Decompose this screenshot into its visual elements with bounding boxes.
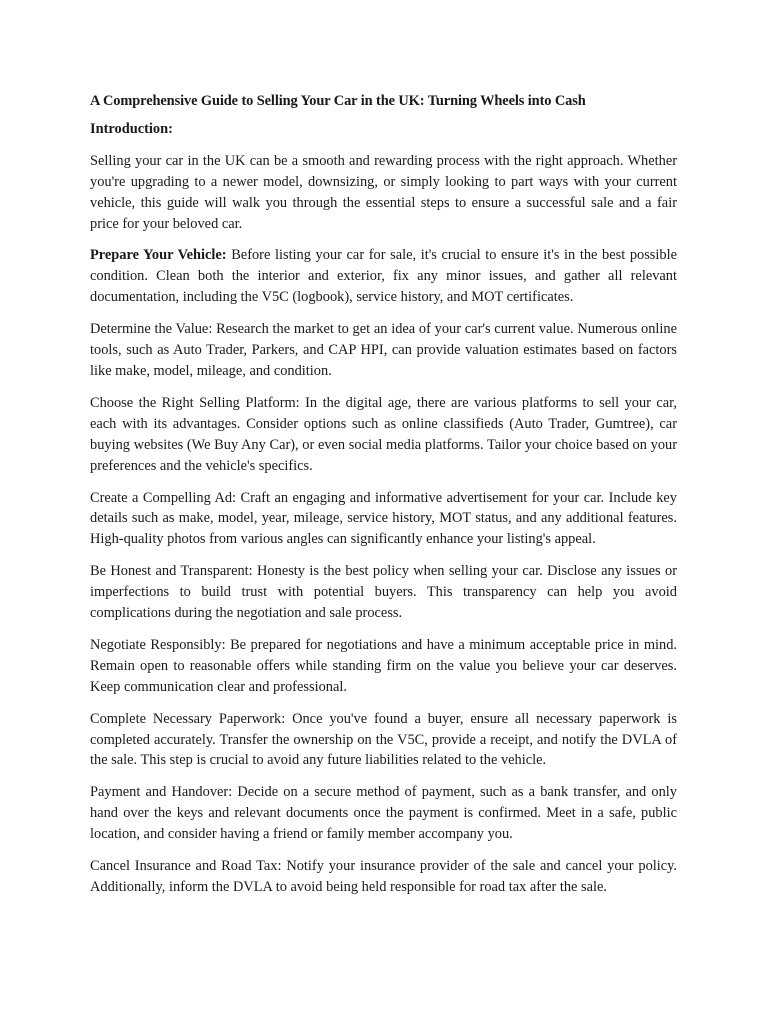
section-honest-transparent xyxy=(90,561,677,624)
intro-heading: Introduction: xyxy=(90,120,173,137)
section-text: Determine the Value: Research the market to get an idea of your car's current value. Numerous online tools, such as Auto Trader, Parkers, and CAP HPI, can provide valuation estimates based on factors like make, model, mileage, and condition. xyxy=(90,321,677,379)
section-text: Be Honest and Transparent: Honesty is the best policy when selling your car. Disclose any issues or imperfections to build trust with potential buyers. This transparency can help you avoid complications during the negotiation and sale process. xyxy=(90,563,677,622)
section-text: Cancel Insurance and Road Tax: Notify your insurance provider of the sale and cancel your policy. Additionally, inform the DVLA to avoid being held responsible for road tax after the sale. xyxy=(90,858,677,895)
section-payment-handover xyxy=(90,782,677,845)
section-compelling-ad xyxy=(90,488,677,551)
section-determine-value xyxy=(90,319,677,382)
section-negotiate xyxy=(90,635,677,698)
section-selling-platform xyxy=(90,393,677,477)
section-paperwork xyxy=(90,709,677,772)
section-text: Complete Necessary Paperwork: Once you've found a buyer, ensure all necessary paperwork is completed accurately. Transfer the ownership on the V5C, provide a receipt, and notify the DVLA of the sale. This step is crucial to avoid any future liabilities related to the vehicle. xyxy=(90,710,677,769)
section-text: Payment and Handover: Decide on a secure method of payment, such as a bank transfer, and only hand over the keys and relevant documents once the payment is confirmed. Meet in a safe, public location, and consider having a friend or family member accompany you. xyxy=(90,784,677,843)
section-text: Negotiate Responsibly: Be prepared for negotiations and have a minimum acceptable price in mind. Remain open to reasonable offers while standing firm on the value you believe your car deserves. Keep communication clear and professional. xyxy=(90,636,677,695)
section-text: Choose the Right Selling Platform: In the digital age, there are various platforms to sell your car, each with its advantages. Consider options such as online classifieds (Auto Trader, Gumtree), car buying websites (We Buy Any Car), or even social media platforms. Tailor your choice based on your preferences and the vehicle's specifics. xyxy=(90,394,677,474)
section-lead: Prepare Your Vehicle: xyxy=(90,247,227,264)
document-page xyxy=(90,91,677,909)
section-text: Before listing your car for sale, it's crucial to ensure it's in the best possible condition. Clean both the interior and exterior, fix any minor issues, and gather all relevant documentation, including the V5C (logbook), service history, and MOT certificates. xyxy=(90,247,677,306)
intro-paragraph: Selling your car in the UK can be a smooth and rewarding process with the right approach. Whether you're upgrading to a newer model, downsizing, or simply looking to part ways with your current vehicle, this guide will walk you through the essential steps to ensure a successful sale and a fair price for your beloved car. xyxy=(90,152,677,232)
section-cancel-insurance xyxy=(90,856,677,898)
section-text: Create a Compelling Ad: Craft an engaging and informative advertisement for your car. Include key details such as make, model, year, mileage, service history, MOT status, and any additional features. High-quality photos from various angles can significantly enhance your listing's appeal. xyxy=(90,489,677,548)
section-prepare-vehicle xyxy=(90,245,677,308)
document-title: A Comprehensive Guide to Selling Your Car in the UK: Turning Wheels into Cash xyxy=(90,93,586,109)
